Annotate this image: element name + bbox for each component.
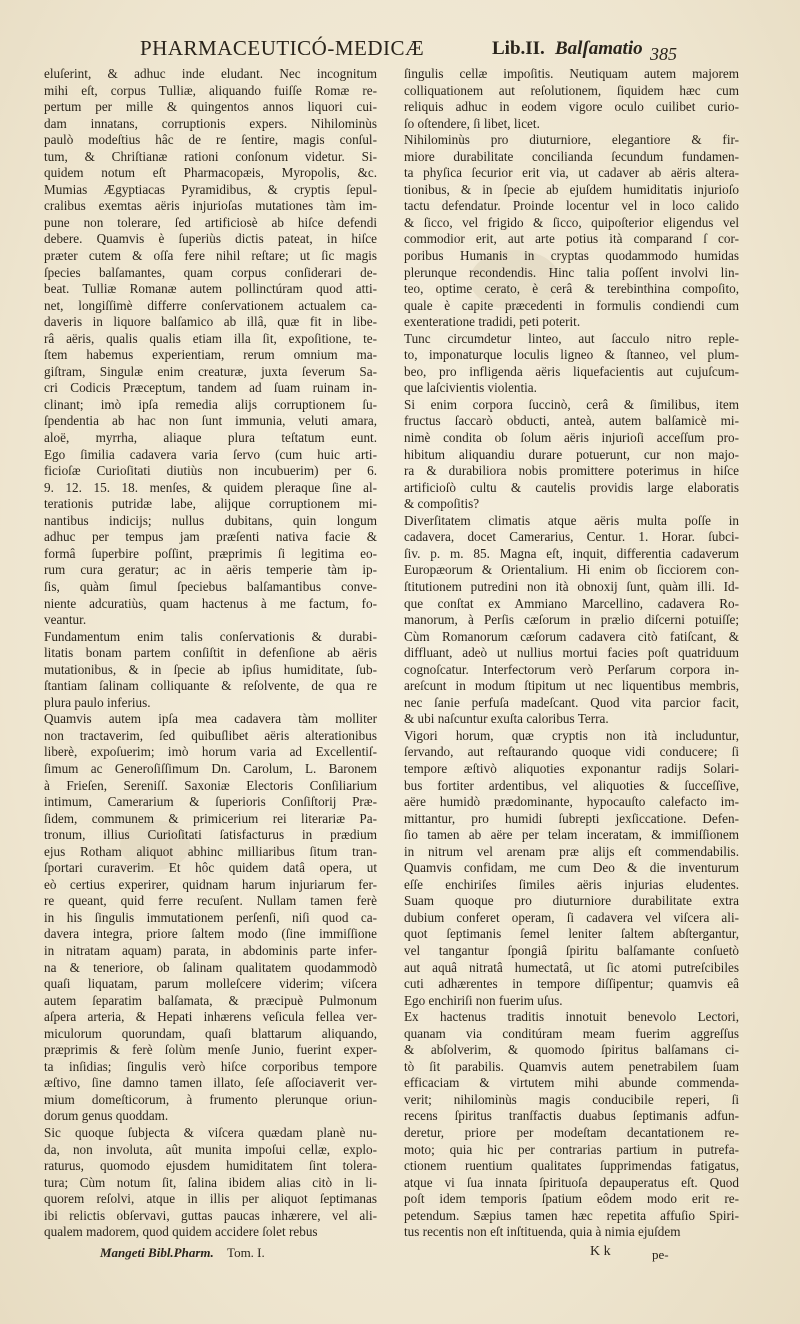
text-line: net, longiſſimè differre conſervationem actualem ca- bbox=[44, 297, 377, 313]
text-line: Sic quoque ſubjecta & viſcera quædam planè nu- bbox=[44, 1125, 377, 1140]
text-line: ficioſæ Curioſitati diutiùs non incubuerim) per 6. bbox=[44, 463, 377, 479]
text-line: nec ſanie perfuſa madeſcant. Quod vita parcior facit, bbox=[404, 694, 739, 710]
text-line: moto; quia hic per contrarias partium in putrefa- bbox=[404, 1141, 739, 1157]
text-line: ctionem ruentium qualitates ſupprimendas fatigatus, bbox=[404, 1158, 739, 1174]
text-line: ſiv. p. m. 85. Magna eſt, inquit, differentia cadaverum bbox=[404, 545, 739, 561]
text-line: æſtivo, ſine damno tamen illato, ſeſe aſſociaverit ver- bbox=[44, 1075, 377, 1091]
text-line: formâ ſuperbire poſſint, præprimis ſi legitima eo- bbox=[44, 545, 377, 561]
text-line: manorum, à Perſis cæſorum in prælio diſcerni potuiſſe; bbox=[404, 612, 739, 628]
text-line: in nitrum vel arenam præ alijs eſt commendabilis. bbox=[404, 843, 739, 859]
text-line: ſimum ac Generoſiſſimum Dn. Carolum, L. Baronem bbox=[44, 760, 377, 776]
footer-book-title: Mangeti Bibl.Pharm. bbox=[100, 1245, 214, 1260]
text-line: litatis bonam partem conſiſtit in defenſione ab aëris bbox=[44, 645, 377, 661]
text-line: quidem notum eſt Pharmacopæis, Myropolis, &c. bbox=[44, 165, 377, 181]
text-line: Europæorum & Orientalium. Hi enim ob ſicciorem con- bbox=[404, 562, 739, 578]
text-line: miore durabilitate concilianda ſecundum fundamen- bbox=[404, 148, 739, 164]
text-line: recens ſpiritus tranſfactis duabus ſeptimanis adfun- bbox=[404, 1108, 739, 1124]
text-line: Ego ſimilia cadavera varia ſervo (cum huic arti- bbox=[44, 446, 377, 462]
text-line: clinant; imò ipſa remedia alijs corruptionem ſu- bbox=[44, 396, 377, 412]
text-line: aut aquâ nitratâ humectatâ, ut ſic atomi putreſcibiles bbox=[404, 959, 739, 975]
text-line: Mumias Ægyptiacas Pyramidibus, & cryptis ſepul- bbox=[44, 181, 377, 197]
text-line: cralibus exemtas aëris injurioſas mutationes tàm im- bbox=[44, 198, 377, 214]
text-line: raturus, quomodo ejusdem humiditatem ſint tolera- bbox=[44, 1158, 377, 1174]
text-line: cadavera, docet Camerarius, Centur. 1. Horar. ſubci- bbox=[404, 529, 739, 545]
text-line: to, imponaturque loculis ligneo & ſtanneo, vel plum- bbox=[404, 347, 739, 363]
text-line: ſo oſtendere, ſi libet, licet. bbox=[404, 115, 540, 131]
text-line: que laſcivientis violentia. bbox=[404, 380, 537, 396]
text-line: intimum, Camerarium & ſuperioris Conſiſtorij Præ- bbox=[44, 794, 377, 810]
text-line: ſtantiam ſalinam colliquante & reſolvente, de qua re bbox=[44, 678, 377, 694]
text-line: mihi eſt, corpus Tulliæ, aliquando fuiſſe Romæ re- bbox=[44, 82, 377, 98]
text-line: beat. Tulliæ Romanæ autem pollinctúram quod atti- bbox=[44, 281, 377, 297]
text-line: Tunc circumdetur linteo, aut ſacculo nitro reple- bbox=[404, 330, 739, 346]
text-line: mutationibus, & in ſpecie ab ipſius humiditate, ſub- bbox=[44, 661, 377, 677]
text-line: ſis, quàm ſimul ſpeciebus balſamantibus conve- bbox=[44, 578, 377, 594]
text-line: aſpera arteria, & Hepati inhærens veſicula fellea ver- bbox=[44, 1009, 377, 1025]
text-line: quorem reſolvi, atque in illis per aliquot ſeptimanas bbox=[44, 1191, 377, 1207]
text-line: vel tangantur ſpongiâ ſpiritu balſamante conſuetò bbox=[404, 942, 739, 958]
text-line: nimè condita ob ſolum aëris injurioſi acceſſum pro- bbox=[404, 430, 739, 446]
text-line: daveris in liquore balſamico ab illâ, quæ fit in libe- bbox=[44, 314, 377, 330]
text-line: artificioſò cultu & cautelis providis large elaboratis bbox=[404, 479, 739, 495]
text-line: pune non tolerare, ſed artificiosè ab hiſce defendi bbox=[44, 214, 377, 230]
text-line: plura paulo inferius. bbox=[44, 694, 151, 710]
text-line: debere. Quamvis è ſuperiùs dictis pateat, in hiſce bbox=[44, 231, 377, 247]
text-line: dorum genus quoddam. bbox=[44, 1108, 169, 1124]
text-line: poribus Humanis in cryptas quodammodo humidas bbox=[404, 248, 739, 264]
text-line: paulò modeſtius hâc de re ſentire, magis conſul- bbox=[44, 132, 377, 148]
text-line: cognoſcatur. Interfectorum verò Perſarum corpora in- bbox=[404, 661, 739, 677]
text-line: præter cutem & oſſa fere nihil reſtare; ut ſic magis bbox=[44, 248, 377, 264]
text-line: da, non involuta, aût munita impoſui cellæ, explo- bbox=[44, 1141, 377, 1157]
text-line: Quamvis confidam, me cum Deo & die inventurum bbox=[404, 860, 739, 876]
text-line: Quamvis autem ipſa mea cadavera tàm molliter bbox=[44, 711, 377, 727]
running-title: PHARMACEUTICÓ-MEDICÆ bbox=[140, 36, 425, 60]
text-line: ſtem habemus experientiam, rerum omnium ma- bbox=[44, 347, 377, 363]
text-line: quanam via conditúram meam fuerim aggreſſus bbox=[404, 1025, 739, 1041]
text-line: & compoſitis? bbox=[404, 496, 480, 512]
footer-signature-line bbox=[100, 1245, 380, 1262]
text-line: qualem madorem, quod quidem accidere ſolet rebus bbox=[44, 1224, 318, 1240]
text-line: autem ſeparatim balſamata, & præcipuè Pulmonum bbox=[44, 992, 377, 1008]
text-line: tò ſit parabilis. Quamvis autem penetrabilem ſuam bbox=[404, 1058, 739, 1074]
text-line: petendum. Sæpius tamen hæc repetita affuſio Spiri- bbox=[404, 1207, 739, 1223]
right-text-column bbox=[404, 66, 739, 1241]
text-line: Fundamentum enim talis conſervationis & durabi- bbox=[44, 628, 377, 644]
text-line: Nihilominùs pro diuturniore, elegantiore & fir- bbox=[404, 132, 739, 148]
text-line: Vigori horum, quæ cryptis non ità includuntur, bbox=[404, 727, 739, 743]
text-line: teo, optime cerato, è cerâ & terebinthina compoſito, bbox=[404, 281, 739, 297]
text-line: pertum per mille & quingentos annos liquori cui- bbox=[44, 99, 377, 115]
text-line: tronum, illius Curioſitati ſatisfacturus in prædium bbox=[44, 827, 377, 843]
text-line: Diverſitatem climatis atque aëris multa poſſe in bbox=[404, 512, 739, 528]
text-line: dam innatans, corruptionis expers. Nihilominùs bbox=[44, 115, 377, 131]
text-line: cri Codicis Præceptum, tandem ad ſuam ruinam in- bbox=[44, 380, 377, 396]
text-line: plerunque recondendis. Hinc talia poſſent involvi lin- bbox=[404, 264, 739, 280]
text-line: mium domeſticorum, à frumento plerunque oriun- bbox=[44, 1091, 377, 1107]
text-line: in his ſingulis immutationem perſenſi, niſi quod ca- bbox=[44, 909, 377, 925]
text-line: Cùm Romanorum cæſorum cadavera citò fatiſcant, & bbox=[404, 628, 739, 644]
text-line: veantur. bbox=[44, 612, 87, 628]
text-line: mittantur, pro humidi ſubrepti jexſiccatione. Defen- bbox=[404, 810, 739, 826]
text-line: Ex hactenus traditis innotuit benevolo Lectori, bbox=[404, 1009, 739, 1025]
text-line: verit; nihilominùs magis conducibile reperi, ſi bbox=[404, 1091, 739, 1107]
text-line: præprimis & ferè ſolùm menſe Junio, fuerint exper- bbox=[44, 1042, 377, 1058]
text-line: eſſe enchiriſes ſimiles aëris injurias eludentes. bbox=[404, 876, 739, 892]
text-line: ſervando, aut reſtaurando quoque vidi conducere; ſi bbox=[404, 744, 739, 760]
text-line: Si enim corpora ſuccinò, cerâ & ſimilibus, item bbox=[404, 396, 739, 412]
text-line: ſtitutionem putredini non ità obnoxij ſunt, quàm illi. Id- bbox=[404, 578, 739, 594]
text-line: fructus ſaccarò obducti, anteà, autem balſamicè mi- bbox=[404, 413, 739, 429]
text-line: dubium conferet operam, ſi cadavera vel viſcera ali- bbox=[404, 909, 739, 925]
text-line: rum cura geratur; ac in aëris temperie tàm ip- bbox=[44, 562, 377, 578]
text-line: hibitum aliquandiu durare potuerunt, cur non majo- bbox=[404, 446, 739, 462]
text-line: na & teneriore, ob ſalinam qualitatem quodammodò bbox=[44, 959, 377, 975]
text-line: ſingulis cellæ impoſitis. Neutiquam autem majorem bbox=[404, 66, 739, 81]
text-line: niente adcuratiùs, quam hactenus à me factum, fo- bbox=[44, 595, 377, 611]
text-line: quot ſeptimanis ſemel leniter ſaltem abſtergantur, bbox=[404, 926, 739, 942]
text-line: eò certius experirer, quidnam harum injuriarum fer- bbox=[44, 876, 377, 892]
text-line: colliquationem aut reſolutionem, ſiquidem hæc cum bbox=[404, 82, 739, 98]
text-line: re queant, quid ferre recuſent. Nullam tamen ferè bbox=[44, 893, 377, 909]
text-line: diffluant, adeò ut nullius mortui facies poſt quatriduum bbox=[404, 645, 739, 661]
text-line: miculorum quorundam, quaſi blattarum aliquando, bbox=[44, 1025, 377, 1041]
text-line: commodior erit, aut arte potius ità comparand ſ cor- bbox=[404, 231, 739, 247]
text-line: tactu defendatur. Proinde locentur vel in loco calido bbox=[404, 198, 739, 214]
text-line: liberè, expoſuerim; imò horum varia ad Excellentiſ- bbox=[44, 744, 377, 760]
text-line: cuti adhærentes in tempore diſſipentur; quamvis eâ bbox=[404, 976, 739, 992]
text-line: poſt idem temporis ſpatium eôdem modo erit re- bbox=[404, 1191, 739, 1207]
section-title: Balſamatio bbox=[555, 38, 643, 59]
text-line: in nitratam aquam) parata, in abdominis parte infer- bbox=[44, 942, 377, 958]
running-header bbox=[120, 34, 760, 64]
text-line: ra & durabiliora nobis promittere poterimus in hiſce bbox=[404, 463, 739, 479]
page-number: 385 bbox=[650, 44, 677, 64]
text-line: tura; Cùm notum ſit, ſalina ibidem alias citò in li- bbox=[44, 1174, 377, 1190]
text-line: giſtram, Singulæ enim creaturæ, juxta ſeverum Sa- bbox=[44, 363, 377, 379]
text-line: ſportari curaverim. Et hôc quidem datâ opera, ut bbox=[44, 860, 377, 876]
left-text-column bbox=[44, 66, 377, 1241]
footer-volume: Tom. I. bbox=[227, 1245, 265, 1260]
text-line: areſcunt in modum ſtipitum ut nec liquentibus membris, bbox=[404, 678, 739, 694]
footer-right bbox=[590, 1244, 740, 1262]
text-line: non tractaverim, ſed quibuſlibet aëris alterationibus bbox=[44, 727, 377, 743]
text-line: & ubi naſcuntur exuſta caloribus Terra. bbox=[404, 711, 609, 727]
text-line: ibi relictis obſervavi, guttas paucas inhærere, vel ali- bbox=[44, 1207, 377, 1223]
text-line: ta inſidias; ſingulis verò hiſce corporibus tempore bbox=[44, 1058, 377, 1074]
text-line: reliquis adhuc in eodem vigore oculo cuilibet curio- bbox=[404, 99, 739, 115]
text-line: ta phyſica ſecurior erit via, ut cadaver ab aëris altera- bbox=[404, 165, 739, 181]
text-line: 9. 12. 15. 18. menſes, & quidem pleraque ſine al- bbox=[44, 479, 377, 495]
text-line: beo, pro infligenda aëris liquefacientis aut cujuſcum- bbox=[404, 363, 739, 379]
text-line: quaſi liquatam, parum molleſcere viderim; viſcera bbox=[44, 976, 377, 992]
text-line: ſio tamen ab aëre per telam inceratam, & immiſſionem bbox=[404, 827, 739, 843]
text-line: aëre humidò prædominante, hypocauſto calefacto im- bbox=[404, 794, 739, 810]
text-line: tum, & Chriſtianæ rationi conſonum videtur. Si- bbox=[44, 148, 377, 164]
text-line: ejus Rotham aliquot abhinc milliaribus ſitum tran- bbox=[44, 843, 377, 859]
text-line: davera integra, priore ſaltem modo (ſine immiſſione bbox=[44, 926, 377, 942]
text-line: nantibus indicijs; nullus dubitans, quin longum bbox=[44, 512, 377, 528]
text-line: quale è capite præcedenti in formulis condiendi cum bbox=[404, 297, 739, 313]
text-line: efficaciam & virtutem mihi abunde commenda- bbox=[404, 1075, 739, 1091]
text-line: eluſerint, & adhuc inde eludant. Nec incognitum bbox=[44, 66, 377, 81]
text-line: exenteratione tradidi, peti poterit. bbox=[404, 314, 581, 330]
text-line: Suam quoque pro diuturniore durabilitate extra bbox=[404, 893, 739, 909]
text-line: tus recentis non eſt inſtituenda, quia à nimia ejuſdem bbox=[404, 1224, 681, 1240]
text-line: tionibus, & in ſpecie ab ejuſdem humiditatis injurioſo bbox=[404, 181, 739, 197]
text-line: ſpendentia ab hac non ſunt immunia, veluti amara, bbox=[44, 413, 377, 429]
text-line: tempore æſtivò aliquoties exponantur radijs Solari- bbox=[404, 760, 739, 776]
book-number: Lib.II. bbox=[492, 38, 545, 59]
text-line: Ego enchiriſi non fuerim uſus. bbox=[404, 992, 563, 1008]
text-line: & ſicco, vel frigido & ſicco, quipoſterior eligendus vel bbox=[404, 214, 739, 230]
text-line: atque vi ſua innata ſpirituoſa depauperatus eſt. Quod bbox=[404, 1174, 739, 1190]
text-line: aloë, myrrha, aliaque plura teſtatum eunt. bbox=[44, 430, 377, 446]
text-line: bus fortiter ardentibus, vel aliquoties & ſucceſſive, bbox=[404, 777, 739, 793]
text-line: deretur, priore per modeſtam decantationem re- bbox=[404, 1125, 739, 1140]
text-line: terationis putridæ labe, alijque corruptionem mi- bbox=[44, 496, 377, 512]
text-line: que conſtat ex Ammiano Marcellino, cadavera Ro- bbox=[404, 595, 739, 611]
catchword: pe- bbox=[652, 1247, 669, 1262]
text-line: & abſolverim, & quomodo ſpiritus balſamans ci- bbox=[404, 1042, 739, 1058]
text-line: ſidem, communem & primicerium rei literariæ Pa- bbox=[44, 810, 377, 826]
text-line: adhuc per tempus jam præſenti nativa facie & bbox=[44, 529, 377, 545]
text-line: râ aëris, qualis qualis etiam illa ſit, expoſitione, te- bbox=[44, 330, 377, 346]
text-line: ſpecies balſamantes, quam corpus conſiderari de- bbox=[44, 264, 377, 280]
signature-mark: K k bbox=[590, 1244, 611, 1259]
text-line: à Frieſen, Sereniſſ. Saxoniæ Electoris Conſiliarium bbox=[44, 777, 377, 793]
